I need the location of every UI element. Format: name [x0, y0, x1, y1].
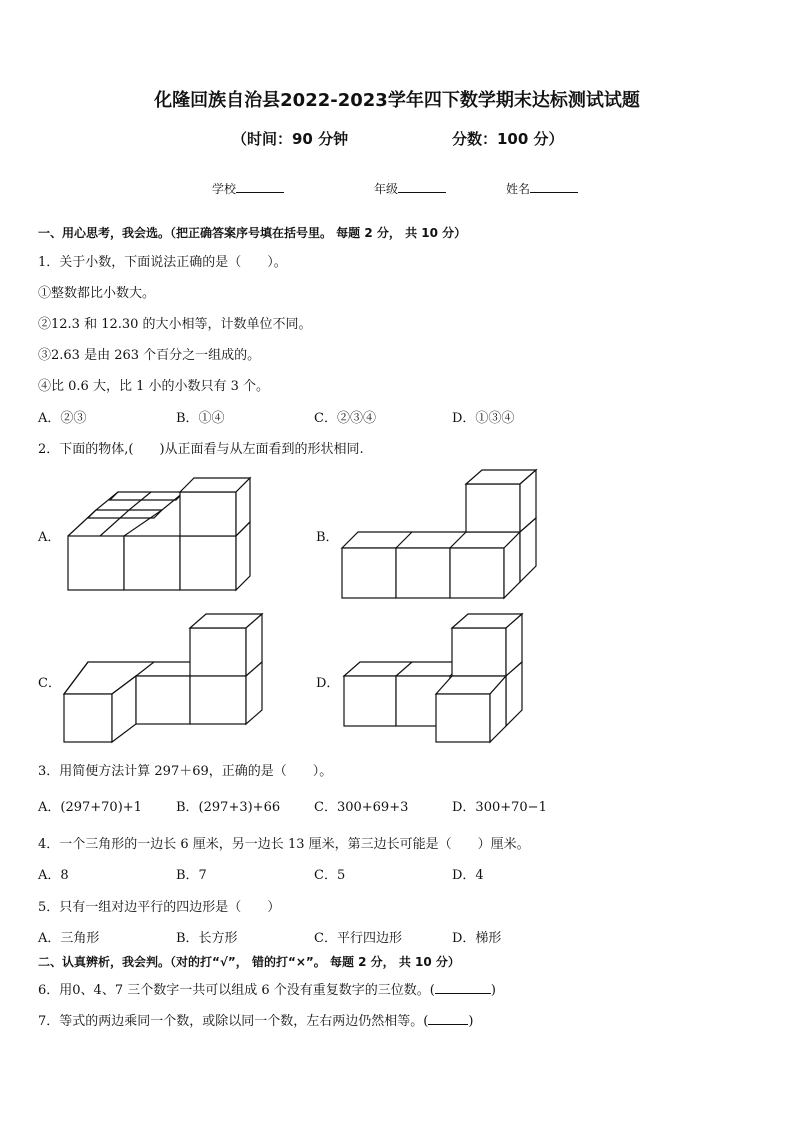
q6-stem: 6．用0、4、7 三个数字一共可以组成 6 个没有重复数字的三位数。(	[38, 983, 435, 998]
q2-figure-b	[336, 466, 544, 600]
section1-heading: 一、用心思考，我会选。（把正确答案序号填在括号里。 每题 2 分， 共 10 分）	[38, 226, 467, 240]
q2-figure-d	[338, 610, 528, 746]
q6-close-paren: )	[490, 983, 496, 998]
q5-option-c[interactable]: C．平行四边形	[314, 931, 402, 946]
section2-heading: 二、认真辨析，我会判。（对的打“√”， 错的打“×”。 每题 2 分， 共 10 分）	[38, 955, 460, 969]
q4-stem: 4．一个三角形的一边长 6 厘米，另一边长 13 厘米，第三边长可能是（ ）厘米。	[38, 837, 530, 852]
school-blank	[236, 180, 284, 193]
q7-answer-blank[interactable]	[428, 1012, 468, 1025]
name-field	[506, 180, 578, 197]
grade-field	[374, 180, 446, 197]
q4-option-a[interactable]: A．8	[38, 868, 69, 883]
q1-option-c[interactable]: C．②③④	[314, 411, 376, 426]
q3-option-d[interactable]: D．300+70−1	[452, 800, 547, 815]
q1-option-d[interactable]: D．①③④	[452, 411, 515, 426]
q1-option-a[interactable]: A．②③	[38, 411, 87, 426]
q4-option-c[interactable]: C．5	[314, 868, 346, 883]
q2-stem: 2．下面的物体,( )从正面看与从左面看到的形状相同.	[38, 442, 364, 457]
q3-option-c[interactable]: C．300+69+3	[314, 800, 409, 815]
q1-statement-4: ④比 0.6 大，比 1 小的小数只有 3 个。	[38, 379, 270, 394]
q7-text	[38, 1010, 473, 1029]
q1-option-b[interactable]: B．①④	[176, 411, 225, 426]
q7-close-paren: )	[468, 1014, 474, 1029]
grade-label: 年级	[374, 182, 399, 196]
q2-label-c[interactable]: C．	[38, 676, 61, 691]
q4-option-b[interactable]: B．7	[176, 868, 207, 883]
q5-option-a[interactable]: A．三角形	[38, 931, 100, 946]
time-label: （时间：90 分钟	[232, 130, 349, 148]
q2-label-a[interactable]: A．	[38, 530, 61, 545]
name-label: 姓名	[506, 182, 531, 196]
q1-stem: 1．关于小数，下面说法正确的是（ ）。	[38, 255, 287, 270]
name-blank	[530, 180, 578, 193]
q6-answer-blank[interactable]	[435, 981, 491, 994]
q1-statement-1: ①整数都比小数大。	[38, 286, 156, 301]
q2-label-d[interactable]: D．	[316, 676, 340, 691]
q2-figure-c	[60, 610, 266, 746]
q2-label-b[interactable]: B．	[316, 530, 339, 545]
grade-blank	[398, 180, 446, 193]
q7-stem: 7．等式的两边乘同一个数，或除以同一个数，左右两边仍然相等。(	[38, 1014, 429, 1029]
q5-stem: 5．只有一组对边平行的四边形是（ ）	[38, 900, 281, 915]
q1-statement-2: ②12.3 和 12.30 的大小相等，计数单位不同。	[38, 317, 312, 332]
q3-stem: 3．用简便方法计算 297＋69，正确的是（ ）。	[38, 764, 333, 779]
q3-option-a[interactable]: A．(297+70)+1	[38, 800, 142, 815]
q2-figure-a	[60, 470, 260, 596]
q5-option-d[interactable]: D．梯形	[452, 931, 502, 946]
q5-option-b[interactable]: B．长方形	[176, 931, 238, 946]
page-title: 化隆回族自治县2022-2023学年四下数学期末达标测试试题	[154, 90, 640, 111]
q6-text	[38, 979, 496, 998]
q1-statement-3: ③2.63 是由 263 个百分之一组成的。	[38, 348, 261, 363]
q4-option-d[interactable]: D．4	[452, 868, 484, 883]
school-field	[212, 180, 284, 197]
q3-option-b[interactable]: B．(297+3)+66	[176, 800, 281, 815]
school-label: 学校	[212, 182, 237, 196]
score-label: 分数：100 分）	[452, 130, 564, 148]
